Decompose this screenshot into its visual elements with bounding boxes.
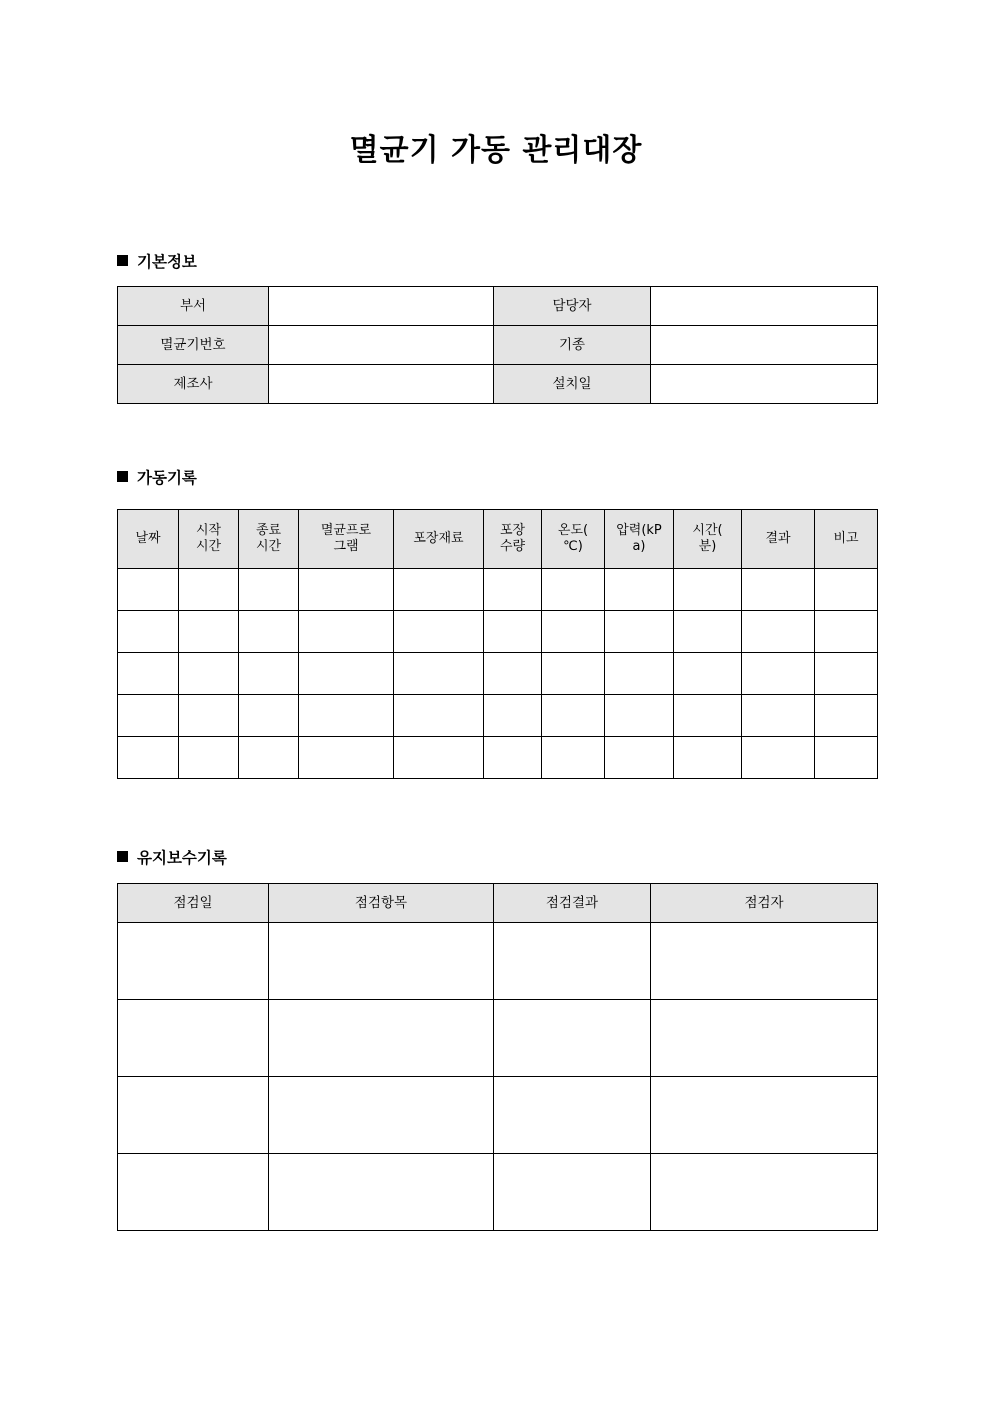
square-bullet-icon — [117, 471, 128, 482]
oper-cell-remarks[interactable] — [815, 611, 878, 653]
maintenance-record-body — [118, 923, 878, 1231]
oper-cell-packaging-material[interactable] — [394, 695, 484, 737]
section-heading-operation-record-label: 가동기록 — [137, 469, 197, 487]
oper-cell-packaging-material[interactable] — [394, 611, 484, 653]
oper-cell-result[interactable] — [742, 737, 815, 779]
basic-value-sterilizer-number[interactable] — [269, 326, 494, 365]
table-row — [118, 653, 878, 695]
oper-cell-start-time[interactable] — [179, 695, 239, 737]
oper-col-program: 멸균프로 그램 — [299, 510, 394, 569]
oper-cell-packaging-quantity[interactable] — [484, 653, 542, 695]
oper-cell-temperature[interactable] — [542, 737, 605, 779]
maint-cell-inspection-result[interactable] — [494, 1077, 651, 1154]
oper-cell-date[interactable] — [118, 737, 179, 779]
oper-cell-duration[interactable] — [674, 569, 742, 611]
oper-cell-result[interactable] — [742, 653, 815, 695]
oper-cell-end-time[interactable] — [239, 569, 299, 611]
basic-value-department[interactable] — [269, 287, 494, 326]
oper-cell-duration[interactable] — [674, 695, 742, 737]
basic-value-manager[interactable] — [651, 287, 878, 326]
basic-label-model: 기종 — [494, 326, 651, 365]
oper-cell-remarks[interactable] — [815, 737, 878, 779]
maint-cell-inspector[interactable] — [651, 1154, 878, 1231]
page-title: 멸균기 가동 관리대장 — [349, 133, 643, 168]
maint-cell-inspection-item[interactable] — [269, 1154, 494, 1231]
oper-cell-temperature[interactable] — [542, 611, 605, 653]
section-heading-basic-info — [117, 253, 197, 272]
oper-cell-packaging-material[interactable] — [394, 653, 484, 695]
oper-cell-program[interactable] — [299, 695, 394, 737]
maint-cell-inspection-result[interactable] — [494, 923, 651, 1000]
square-bullet-icon — [117, 255, 128, 266]
maint-col-inspection-date: 점검일 — [118, 884, 269, 923]
oper-cell-program[interactable] — [299, 569, 394, 611]
oper-cell-program[interactable] — [299, 653, 394, 695]
oper-cell-date[interactable] — [118, 611, 179, 653]
oper-cell-duration[interactable] — [674, 653, 742, 695]
oper-cell-start-time[interactable] — [179, 653, 239, 695]
oper-cell-pressure[interactable] — [605, 653, 674, 695]
basic-label-sterilizer-number: 멸균기번호 — [118, 326, 269, 365]
oper-cell-pressure[interactable] — [605, 737, 674, 779]
table-row — [118, 287, 878, 326]
oper-cell-date[interactable] — [118, 569, 179, 611]
basic-value-manufacturer[interactable] — [269, 365, 494, 404]
table-row — [118, 695, 878, 737]
oper-cell-date[interactable] — [118, 653, 179, 695]
oper-col-pressure: 압력(kP a) — [605, 510, 674, 569]
maint-cell-inspection-item[interactable] — [269, 923, 494, 1000]
maint-cell-inspection-result[interactable] — [494, 1154, 651, 1231]
basic-value-model[interactable] — [651, 326, 878, 365]
oper-cell-packaging-material[interactable] — [394, 569, 484, 611]
oper-cell-end-time[interactable] — [239, 737, 299, 779]
operation-record-body — [118, 569, 878, 779]
oper-cell-end-time[interactable] — [239, 611, 299, 653]
maint-cell-inspection-date[interactable] — [118, 1000, 269, 1077]
maint-col-inspection-result: 점검결과 — [494, 884, 651, 923]
oper-cell-result[interactable] — [742, 611, 815, 653]
table-header-row — [118, 510, 878, 569]
square-bullet-icon — [117, 851, 128, 862]
basic-value-install-date[interactable] — [651, 365, 878, 404]
section-heading-operation-record — [117, 469, 197, 488]
table-row — [118, 1154, 878, 1231]
maint-cell-inspector[interactable] — [651, 1077, 878, 1154]
section-heading-basic-info-label: 기본정보 — [137, 253, 197, 271]
oper-cell-remarks[interactable] — [815, 695, 878, 737]
table-row — [118, 611, 878, 653]
oper-cell-packaging-quantity[interactable] — [484, 695, 542, 737]
oper-cell-pressure[interactable] — [605, 569, 674, 611]
oper-col-end-time: 종료 시간 — [239, 510, 299, 569]
table-row — [118, 923, 878, 1000]
oper-col-packaging-quantity: 포장 수량 — [484, 510, 542, 569]
maint-cell-inspection-date[interactable] — [118, 1154, 269, 1231]
section-heading-maintenance-record — [117, 849, 227, 868]
oper-cell-program[interactable] — [299, 737, 394, 779]
maint-col-inspection-item: 점검항목 — [269, 884, 494, 923]
oper-cell-result[interactable] — [742, 569, 815, 611]
table-header-row — [118, 884, 878, 923]
oper-cell-temperature[interactable] — [542, 653, 605, 695]
oper-col-result: 결과 — [742, 510, 815, 569]
oper-col-date: 날짜 — [118, 510, 179, 569]
section-heading-maintenance-record-label: 유지보수기록 — [137, 849, 227, 867]
maint-cell-inspection-item[interactable] — [269, 1000, 494, 1077]
oper-cell-duration[interactable] — [674, 737, 742, 779]
oper-col-temperature: 온도( ℃) — [542, 510, 605, 569]
table-row — [118, 569, 878, 611]
oper-col-duration: 시간( 분) — [674, 510, 742, 569]
oper-cell-result[interactable] — [742, 695, 815, 737]
oper-cell-temperature[interactable] — [542, 695, 605, 737]
oper-cell-duration[interactable] — [674, 611, 742, 653]
operation-record-table — [117, 509, 878, 779]
oper-cell-packaging-quantity[interactable] — [484, 611, 542, 653]
oper-col-packaging-material: 포장재료 — [394, 510, 484, 569]
maint-cell-inspection-date[interactable] — [118, 923, 269, 1000]
table-row — [118, 1000, 878, 1077]
maint-cell-inspector[interactable] — [651, 1000, 878, 1077]
basic-info-table — [117, 286, 878, 404]
oper-cell-end-time[interactable] — [239, 695, 299, 737]
oper-cell-temperature[interactable] — [542, 569, 605, 611]
table-row — [118, 1077, 878, 1154]
maint-cell-inspector[interactable] — [651, 923, 878, 1000]
maint-cell-inspection-date[interactable] — [118, 1077, 269, 1154]
table-row — [118, 326, 878, 365]
oper-cell-date[interactable] — [118, 695, 179, 737]
oper-cell-program[interactable] — [299, 611, 394, 653]
oper-cell-packaging-material[interactable] — [394, 737, 484, 779]
oper-cell-remarks[interactable] — [815, 653, 878, 695]
oper-cell-end-time[interactable] — [239, 653, 299, 695]
oper-cell-start-time[interactable] — [179, 611, 239, 653]
oper-cell-pressure[interactable] — [605, 611, 674, 653]
maint-col-inspector: 점검자 — [651, 884, 878, 923]
oper-cell-pressure[interactable] — [605, 695, 674, 737]
maint-cell-inspection-result[interactable] — [494, 1000, 651, 1077]
basic-label-manufacturer: 제조사 — [118, 365, 269, 404]
table-row — [118, 737, 878, 779]
oper-cell-start-time[interactable] — [179, 737, 239, 779]
maint-cell-inspection-item[interactable] — [269, 1077, 494, 1154]
oper-cell-start-time[interactable] — [179, 569, 239, 611]
oper-cell-remarks[interactable] — [815, 569, 878, 611]
basic-label-manager: 담당자 — [494, 287, 651, 326]
oper-col-remarks: 비고 — [815, 510, 878, 569]
oper-col-start-time: 시작 시간 — [179, 510, 239, 569]
table-row — [118, 365, 878, 404]
basic-label-department: 부서 — [118, 287, 269, 326]
oper-cell-packaging-quantity[interactable] — [484, 569, 542, 611]
oper-cell-packaging-quantity[interactable] — [484, 737, 542, 779]
maintenance-record-table — [117, 883, 878, 1231]
basic-label-install-date: 설치일 — [494, 365, 651, 404]
